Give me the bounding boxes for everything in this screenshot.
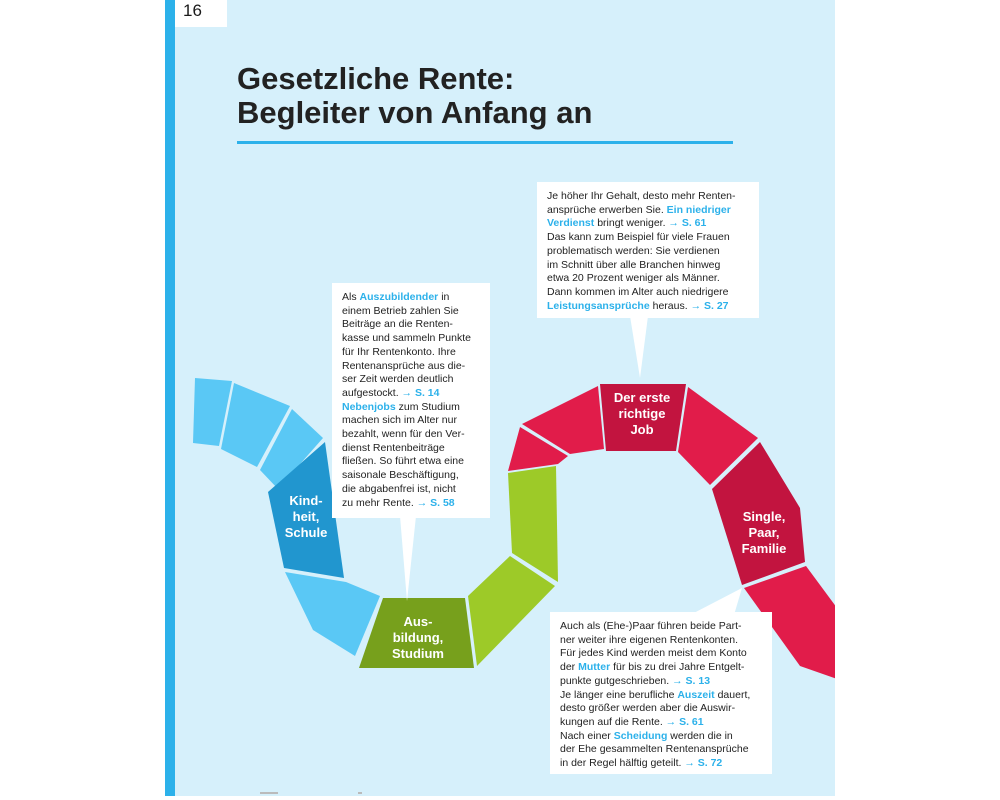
callout-text: dauert, — [714, 688, 751, 701]
callout-line — [560, 620, 762, 634]
callout-line — [560, 675, 762, 689]
callout-text: einem Betrieb zahlen Sie — [342, 304, 459, 317]
callout-line — [547, 190, 749, 204]
callout-line — [547, 259, 749, 273]
callout-text: punkte gutgeschrieben. — [560, 674, 673, 687]
callout-line — [560, 661, 762, 675]
callout-text: Je länger eine berufliche — [560, 688, 678, 701]
callout-text: machen sich im Alter nur — [342, 414, 457, 427]
label-training-line-3: Studium — [392, 646, 444, 661]
callout-line — [560, 730, 762, 744]
callout-text: heraus. — [649, 299, 691, 312]
callout-line — [342, 360, 480, 374]
callout-line — [342, 442, 480, 456]
label-childhood-line-2: heit, — [292, 509, 320, 524]
label-job-line-1: Der erste — [613, 390, 671, 405]
callout-line — [547, 286, 749, 300]
callout-text: saisonale Beschäftigung, — [342, 469, 459, 482]
callout-line — [547, 272, 749, 286]
callout-tail-top — [630, 316, 648, 378]
callout-tail-bottom — [690, 588, 742, 615]
info-box-training — [332, 283, 490, 518]
page-reference: → S. 13 — [672, 674, 711, 687]
callout-text: Für jedes Kind werden meist dem Konto — [560, 647, 747, 660]
label-childhood-line-1: Kind- — [289, 493, 323, 508]
callout-text: Nach einer — [560, 729, 614, 742]
callout-line — [342, 332, 480, 346]
callout-text: ser Zeit werden deutlich — [342, 373, 454, 386]
callout-text: kungen auf die Rente. — [560, 715, 666, 728]
callout-line — [560, 689, 762, 703]
segment-training-2 — [468, 556, 555, 666]
label-training-line-1: Aus- — [403, 614, 433, 629]
callout-text: bringt weniger. — [594, 217, 669, 230]
callout-text: werden die in — [667, 729, 733, 742]
label-job-line-3: Job — [630, 422, 654, 437]
callout-line — [342, 387, 480, 401]
page-reference: → S. 61 — [668, 217, 707, 230]
callout-line — [342, 414, 480, 428]
label-family-line-2: Paar, — [748, 525, 780, 540]
callout-text: Beiträge an die Renten- — [342, 318, 453, 331]
callout-line — [342, 318, 480, 332]
callout-text: Rentenansprüche aus die- — [342, 359, 466, 372]
callout-line — [342, 455, 480, 469]
callout-text: fließen. So führt etwa eine — [342, 455, 464, 468]
callout-text: ansprüche erwerben Sie. — [547, 203, 667, 216]
callout-text: problematisch werden: Sie verdienen — [547, 244, 720, 257]
callout-line — [342, 497, 480, 511]
callout-text: Dann kommen im Alter auch niedrigere — [547, 285, 729, 298]
callout-text: der Ehe gesammelten Rentenansprüche — [560, 743, 749, 756]
callout-line — [342, 469, 480, 483]
callout-line — [560, 743, 762, 757]
highlighted-term: Nebenjobs — [342, 400, 396, 413]
highlighted-term: Auszeit — [677, 688, 715, 701]
callout-line — [560, 647, 762, 661]
callout-line — [342, 291, 480, 305]
callout-line — [547, 231, 749, 245]
label-family-line-3: Familie — [741, 541, 787, 556]
callout-text: Je höher Ihr Gehalt, desto mehr Renten- — [547, 190, 736, 202]
page-number: 16 — [183, 1, 202, 20]
highlighted-term: Verdienst — [547, 217, 595, 230]
info-box-salary — [537, 182, 759, 318]
label-job-line-2: richtige — [618, 406, 666, 421]
callout-line — [560, 716, 762, 730]
callout-text: im Schnitt über alle Branchen hinweg — [547, 258, 721, 271]
info-box-family — [550, 612, 772, 774]
callout-line — [342, 401, 480, 415]
page-reference: → S. 61 — [665, 715, 704, 728]
page-reference: → S. 14 — [401, 386, 440, 399]
label-childhood-line-3: Schule — [284, 525, 328, 540]
callout-text: Das kann zum Beispiel für viele Frauen — [547, 231, 730, 244]
callout-line — [342, 483, 480, 497]
callout-tail-mid — [400, 516, 416, 601]
callout-text: für Ihr Rentenkonto. Ihre — [342, 345, 456, 358]
callout-text: aufgestockt. — [342, 386, 402, 399]
callout-line — [342, 373, 480, 387]
callout-text: zum Studium — [395, 400, 460, 413]
callout-text: in der Regel hälftig geteilt. — [560, 757, 685, 770]
segment-childhood-5 — [285, 572, 380, 656]
callout-line — [547, 217, 749, 231]
page-title-line-1: Gesetzliche Rente: — [237, 61, 515, 96]
label-family-line-1: Single, — [742, 509, 786, 524]
callout-text: etwa 20 Prozent weniger als Männer. — [547, 272, 720, 285]
callout-line — [547, 245, 749, 259]
callout-line — [547, 204, 749, 218]
callout-text: desto größer werden aber die Auswir- — [560, 702, 736, 715]
callout-line — [342, 305, 480, 319]
page-reference: → S. 58 — [416, 496, 455, 509]
highlighted-term: Scheidung — [613, 729, 668, 742]
callout-text: kasse und sammeln Punkte — [342, 332, 471, 345]
callout-line — [560, 757, 762, 771]
page-title-line-2: Begleiter von Anfang an — [237, 95, 593, 130]
callout-line — [547, 300, 749, 314]
callout-line — [560, 634, 762, 648]
highlighted-term: Mutter — [578, 661, 611, 674]
callout-line — [342, 428, 480, 442]
callout-text: für bis zu drei Jahre Entgelt- — [610, 661, 745, 674]
callout-text: bezahlt, wenn für den Ver- — [342, 428, 465, 441]
highlighted-term: Leistungsansprüche — [547, 299, 650, 312]
callout-line — [342, 346, 480, 360]
label-training-line-2: bildung, — [392, 630, 444, 645]
callout-text: der — [560, 661, 579, 674]
highlighted-term: Ein niedriger — [666, 203, 731, 216]
callout-text: zu mehr Rente. — [342, 496, 417, 509]
callout-text: in — [438, 291, 450, 303]
page-reference: → S. 27 — [690, 299, 729, 312]
callout-text: ner weiter ihre eigenen Rentenkonten. — [560, 633, 739, 646]
callout-line — [560, 702, 762, 716]
callout-text: Als — [342, 291, 360, 303]
callout-text: Auch als (Ehe-)Paar führen beide Part- — [560, 620, 742, 632]
highlighted-term: Auszubildender — [359, 291, 439, 303]
page-reference: → S. 72 — [684, 757, 723, 770]
callout-text: die abgabenfrei ist, nicht — [342, 482, 456, 495]
footer-marks — [260, 792, 380, 795]
callout-text: dienst Rentenbeiträge — [342, 441, 445, 454]
